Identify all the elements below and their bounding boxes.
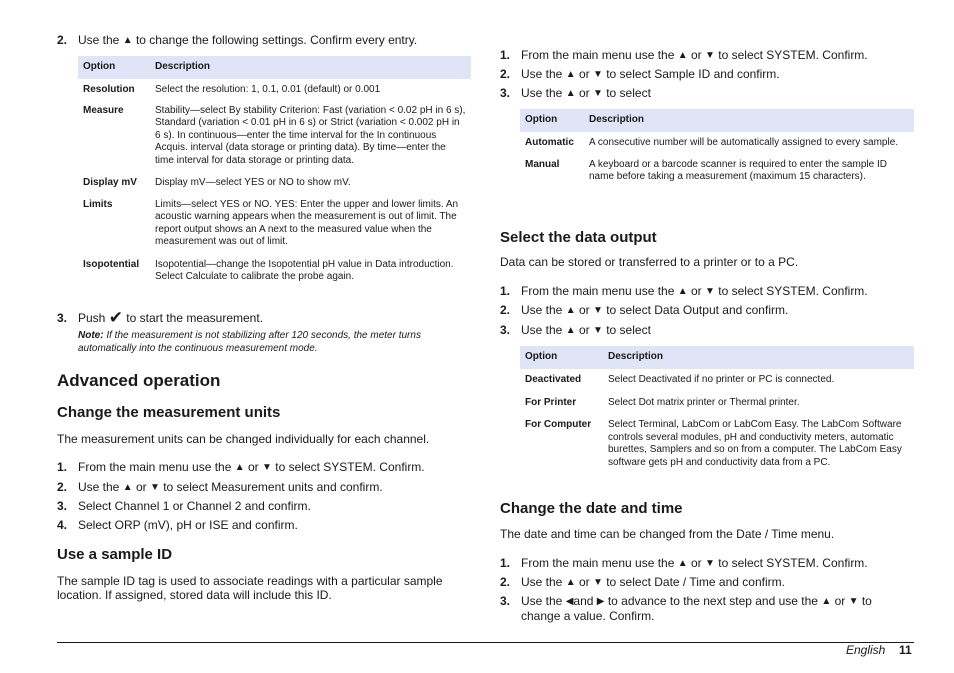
step-text: or <box>135 480 147 494</box>
sample-intro: The sample ID tag is used to associate readings with a particular sample location. If assigned, stored data will include this ID. <box>57 574 443 602</box>
option-name: Measure <box>83 104 124 116</box>
step-text: to select Sample ID and confirm. <box>606 67 780 81</box>
left-arrow-icon: ◀ <box>565 596 574 607</box>
note-text: If the measurement is not stabilizing after 120 seconds, the meter turns automatically into the continuous measurement mode. <box>78 330 421 354</box>
down-arrow-icon: ▼ <box>592 305 603 316</box>
down-arrow-icon: ▼ <box>592 69 603 80</box>
step-text: or <box>578 86 590 100</box>
option-name: Resolution <box>83 84 135 95</box>
up-arrow-icon: ▲ <box>677 286 688 297</box>
settings-table <box>78 56 471 284</box>
table-row <box>78 199 471 259</box>
step-text: or <box>578 323 590 337</box>
step-text: to select <box>606 323 651 337</box>
table-row <box>78 105 471 178</box>
step-text: From the main menu use the <box>521 48 675 62</box>
step-text: From the main menu use the <box>521 556 675 570</box>
step-text: Use the <box>521 323 563 337</box>
step-text: to advance to the next step and use the <box>607 594 818 608</box>
right-arrow-icon: ▶ <box>596 596 605 607</box>
option-description: A consecutive number will be automatically assigned to every sample. <box>589 137 899 148</box>
up-arrow-icon: ▲ <box>677 50 688 61</box>
table-row <box>520 132 914 159</box>
step-text: to change a value. Confirm. <box>521 594 872 623</box>
step-text: and <box>573 594 594 608</box>
down-arrow-icon: ▼ <box>592 325 603 336</box>
step-number: 1. <box>57 460 68 474</box>
step-text: Use the <box>521 594 563 608</box>
option-name: Deactivated <box>525 374 582 385</box>
step-text: to select SYSTEM. Confirm. <box>718 48 868 62</box>
step-text: or <box>834 594 846 608</box>
data-output-table <box>520 346 914 469</box>
up-arrow-icon: ▲ <box>565 88 576 99</box>
step-text: or <box>578 67 590 81</box>
step-text: to change the following settings. Confirm every entry. <box>135 33 418 47</box>
units-intro: The measurement units can be changed individually for each channel. <box>57 432 430 446</box>
step-text: Use the <box>521 575 563 589</box>
column-header-description: Description <box>150 56 471 79</box>
step-text: From the main menu use the <box>521 284 675 298</box>
step-text: to select SYSTEM. Confirm. <box>275 460 425 474</box>
step-number: 3. <box>500 323 511 337</box>
step-number: 4. <box>57 518 68 532</box>
column-header-option: Option <box>520 346 603 369</box>
table-row <box>520 419 914 469</box>
heading-change-measurement-units: Change the measurement units <box>57 404 281 421</box>
footer-language: English <box>846 643 886 657</box>
output-intro: Data can be stored or transferred to a printer or to a PC. <box>500 255 799 269</box>
step-number: 2. <box>500 575 511 589</box>
step-number: 2. <box>57 33 68 47</box>
option-name: For Computer <box>525 419 592 430</box>
step-text: Select ORP (mV), pH or ISE and confirm. <box>78 518 298 532</box>
down-arrow-icon: ▼ <box>705 50 715 61</box>
up-arrow-icon: ▲ <box>122 482 133 493</box>
table-row <box>520 159 914 184</box>
step-text: to select Date / Time and confirm. <box>606 575 785 589</box>
column-header-description: Description <box>584 109 914 132</box>
note <box>78 330 471 355</box>
table-header-row <box>520 109 914 132</box>
table-row <box>520 397 914 420</box>
column-header-option: Option <box>78 56 150 79</box>
up-arrow-icon: ▲ <box>122 35 133 46</box>
step-text: or <box>691 556 702 570</box>
step-text: or <box>578 303 590 317</box>
step-text: Use the <box>78 480 120 494</box>
step-text: to select Data Output and confirm. <box>606 303 789 317</box>
down-arrow-icon: ▼ <box>592 577 603 588</box>
table-row <box>78 177 471 199</box>
option-description: Isopotential—change the Isopotential pH value in Data introduction. Select Calculate to calibrate the probe again. <box>155 258 454 282</box>
step-number: 3. <box>500 86 511 100</box>
down-arrow-icon: ▼ <box>705 558 715 569</box>
step-text: to start the measurement. <box>126 311 264 325</box>
option-description: Select Terminal, LabCom or LabCom Easy. The LabCom Software controls several modules, pH and conductivity meters, automatic burettes, Samplers and so on from a computer. The LabCom Easy software gets pH and conductivity data from a PC. <box>608 419 902 468</box>
step-text: Use the <box>521 67 563 81</box>
option-name: Automatic <box>525 137 574 148</box>
column-header-description: Description <box>603 346 914 369</box>
option-description: A keyboard or a barcode scanner is required to enter the sample ID name before taking a measurement (maximum 15 characters). <box>589 158 887 182</box>
option-description: Limits—select YES or NO. YES: Enter the upper and lower limits. An acoustic warning appears when the measurement is out of limit. The report output shows an A next to the measured value when the measurement was out of limit. <box>155 198 459 247</box>
step-text: or <box>248 460 259 474</box>
step-number: 1. <box>500 284 511 298</box>
table-row <box>78 79 471 105</box>
datetime-intro: The date and time can be changed from the Date / Time menu. <box>500 527 835 541</box>
step-number: 2. <box>500 67 511 81</box>
table-header-row <box>520 346 914 369</box>
page-number: 11 <box>899 643 912 657</box>
table-row <box>520 369 914 397</box>
step-text: to select <box>606 86 651 100</box>
note-label: Note: <box>78 330 104 341</box>
step-text: to select SYSTEM. Confirm. <box>718 556 868 570</box>
down-arrow-icon: ▼ <box>592 88 603 99</box>
option-description: Select the resolution: 1, 0.1, 0.01 (default) or 0.001 <box>155 84 381 95</box>
step-number: 2. <box>500 303 511 317</box>
step-text: From the main menu use the <box>78 460 232 474</box>
step-text: Select Channel 1 or Channel 2 and confirm. <box>78 499 311 513</box>
footer-divider <box>57 642 914 643</box>
down-arrow-icon: ▼ <box>149 482 160 493</box>
step-text: to select SYSTEM. Confirm. <box>718 284 868 298</box>
up-arrow-icon: ▲ <box>565 69 576 80</box>
up-arrow-icon: ▲ <box>565 577 576 588</box>
sample-id-table <box>520 109 914 184</box>
step-text: or <box>691 284 702 298</box>
heading-change-date-time: Change the date and time <box>500 500 683 517</box>
step-text: Use the <box>521 86 563 100</box>
step-number: 3. <box>57 311 68 325</box>
down-arrow-icon: ▼ <box>848 596 859 607</box>
step-text: to select Measurement units and confirm. <box>163 480 383 494</box>
step-number: 3. <box>57 499 68 513</box>
up-arrow-icon: ▲ <box>565 305 576 316</box>
up-arrow-icon: ▲ <box>234 462 245 473</box>
step-text: Use the <box>521 303 563 317</box>
step-number: 1. <box>500 556 511 570</box>
step-number: 1. <box>500 48 511 62</box>
step-number: 3. <box>500 594 511 608</box>
step-number: 2. <box>57 480 68 494</box>
up-arrow-icon: ▲ <box>821 596 832 607</box>
option-name: Isopotential <box>83 258 140 270</box>
option-description: Display mV—select YES or NO to show mV. <box>155 177 351 188</box>
table-header-row <box>78 56 471 79</box>
checkmark-icon: ✔ <box>108 308 123 328</box>
option-description: Stability—select By stability Criterion: Fast (variation < 0.02 pH in 6 s), Standard (variation < 0.01 pH in 6 s) or Strict (variation < 0.002 pH in 6 s). In continuous—enter the time interval for the In continuous Acquis. interval (data storage or printing data). By time—enter the time interval for data storage or printing data. <box>155 104 466 166</box>
option-name: For Printer <box>525 396 577 408</box>
option-name: Manual <box>525 158 560 170</box>
step-text: or <box>691 48 702 62</box>
option-description: Select Deactivated if no printer or PC is connected. <box>608 374 835 385</box>
table-row <box>78 259 471 284</box>
column-header-option: Option <box>520 109 584 132</box>
down-arrow-icon: ▼ <box>705 286 715 297</box>
up-arrow-icon: ▲ <box>565 325 576 336</box>
step-text: Push <box>78 311 106 325</box>
up-arrow-icon: ▲ <box>677 558 688 569</box>
section-heading-advanced-operation: Advanced operation <box>57 371 221 390</box>
option-description: Select Dot matrix printer or Thermal printer. <box>608 396 800 408</box>
step-text: Use the <box>78 33 120 47</box>
heading-select-data-output: Select the data output <box>500 229 657 246</box>
heading-use-sample-id: Use a sample ID <box>57 546 173 563</box>
down-arrow-icon: ▼ <box>262 462 272 473</box>
step-text: or <box>578 575 590 589</box>
option-name: Display mV <box>83 177 137 188</box>
option-name: Limits <box>83 198 113 210</box>
